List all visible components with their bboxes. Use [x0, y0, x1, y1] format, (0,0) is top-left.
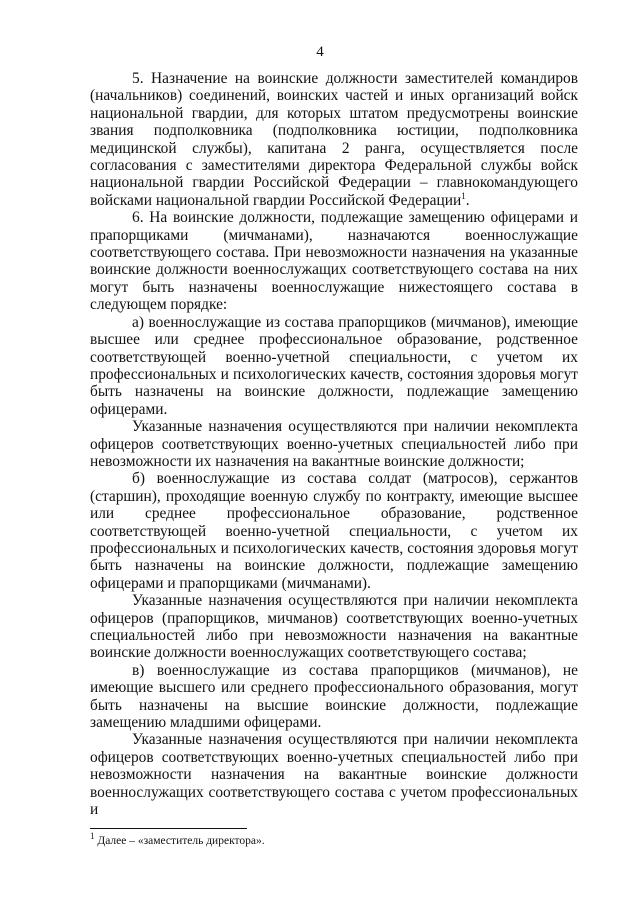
- paragraph-6a-note: Указанные назначения осуществляются при наличии некомплекта офицеров соответствующих военно-учетных специальностей либо при невозможности их назначения на вакантные воинские должности;: [90, 418, 578, 470]
- paragraph-end: .: [465, 191, 470, 209]
- footnote-text: Далее – «заместитель директора».: [94, 835, 265, 847]
- footnote-reference[interactable]: 1: [461, 190, 466, 201]
- document-body: [90, 70, 578, 818]
- paragraph-6v-note: Указанные назначения осуществляются при наличии некомплекта офицеров соответствующих военно-учетных специальностей либо при невозможности назначения на вакантные воинские должности военнослужащих соответствующего состава с учетом профессиональных и: [90, 731, 578, 819]
- paragraph-6: 6. На воинские должности, подлежащие замещению офицерами и прапорщиками (мичманами), назначаются военнослужащие соответствующего состава. При невозможности назначения на указанные воинские должности военнослужащих соответствующего состава на них могут быть назначены военнослужащие нижестоящего состава в следующем порядке:: [90, 209, 578, 314]
- paragraph-6v: в) военнослужащие из состава прапорщиков (мичманов), не имеющие высшего или среднего профессионального образования, могут быть назначены на высшие воинские должности, подлежащие замещению младшими офицерами.: [90, 661, 578, 732]
- paragraph-5: [90, 70, 578, 209]
- footnote: [90, 831, 578, 848]
- footnote-separator: [90, 828, 247, 829]
- paragraph-6b-note: Указанные назначения осуществляются при наличии некомплекта офицеров (прапорщиков, мичманов) соответствующих военно-учетных специальностей либо при невозможности назначения на вакантные воинские должности военнослужащих соответствующего состава;: [90, 592, 578, 662]
- paragraph-6b: б) военнослужащие из состава солдат (матросов), сержантов (старшин), проходящие военную службу по контракту, имеющие высшее или среднее профессиональное образование, родственное соответствующей военно-учетной специальности, с учетом их профессиональных и психологических качеств, состояния здоровья могут быть назначены на воинские должности, подлежащие замещению офицерами и прапорщиками (мичманами).: [90, 470, 578, 592]
- paragraph-text: 5. Назначение на воинские должности заместителей командиров (начальников) соединений, воинских частей и иных организаций войск национальной гвардии, для которых штатом предусмотрены воинские звания подполковника (подполковника юстиции, подполковника медицинской службы), капитана 2 ранга, осуществляется после согласования с заместителями директора Федеральной службы войск национальной гвардии Российской Федерации – главнокомандующего войсками национальной гвардии Российской Федерации: [90, 70, 578, 209]
- paragraph-6a: а) военнослужащие из состава прапорщиков (мичманов), имеющие высшее или среднее профессиональное образование, родственное соответствующей военно-учетной специальности, с учетом их профессиональных и психологических качеств, состояния здоровья могут быть назначены на воинские должности, подлежащие замещению офицерами.: [90, 313, 578, 418]
- footnote-marker: 1: [90, 831, 95, 842]
- page-number: 4: [316, 44, 324, 60]
